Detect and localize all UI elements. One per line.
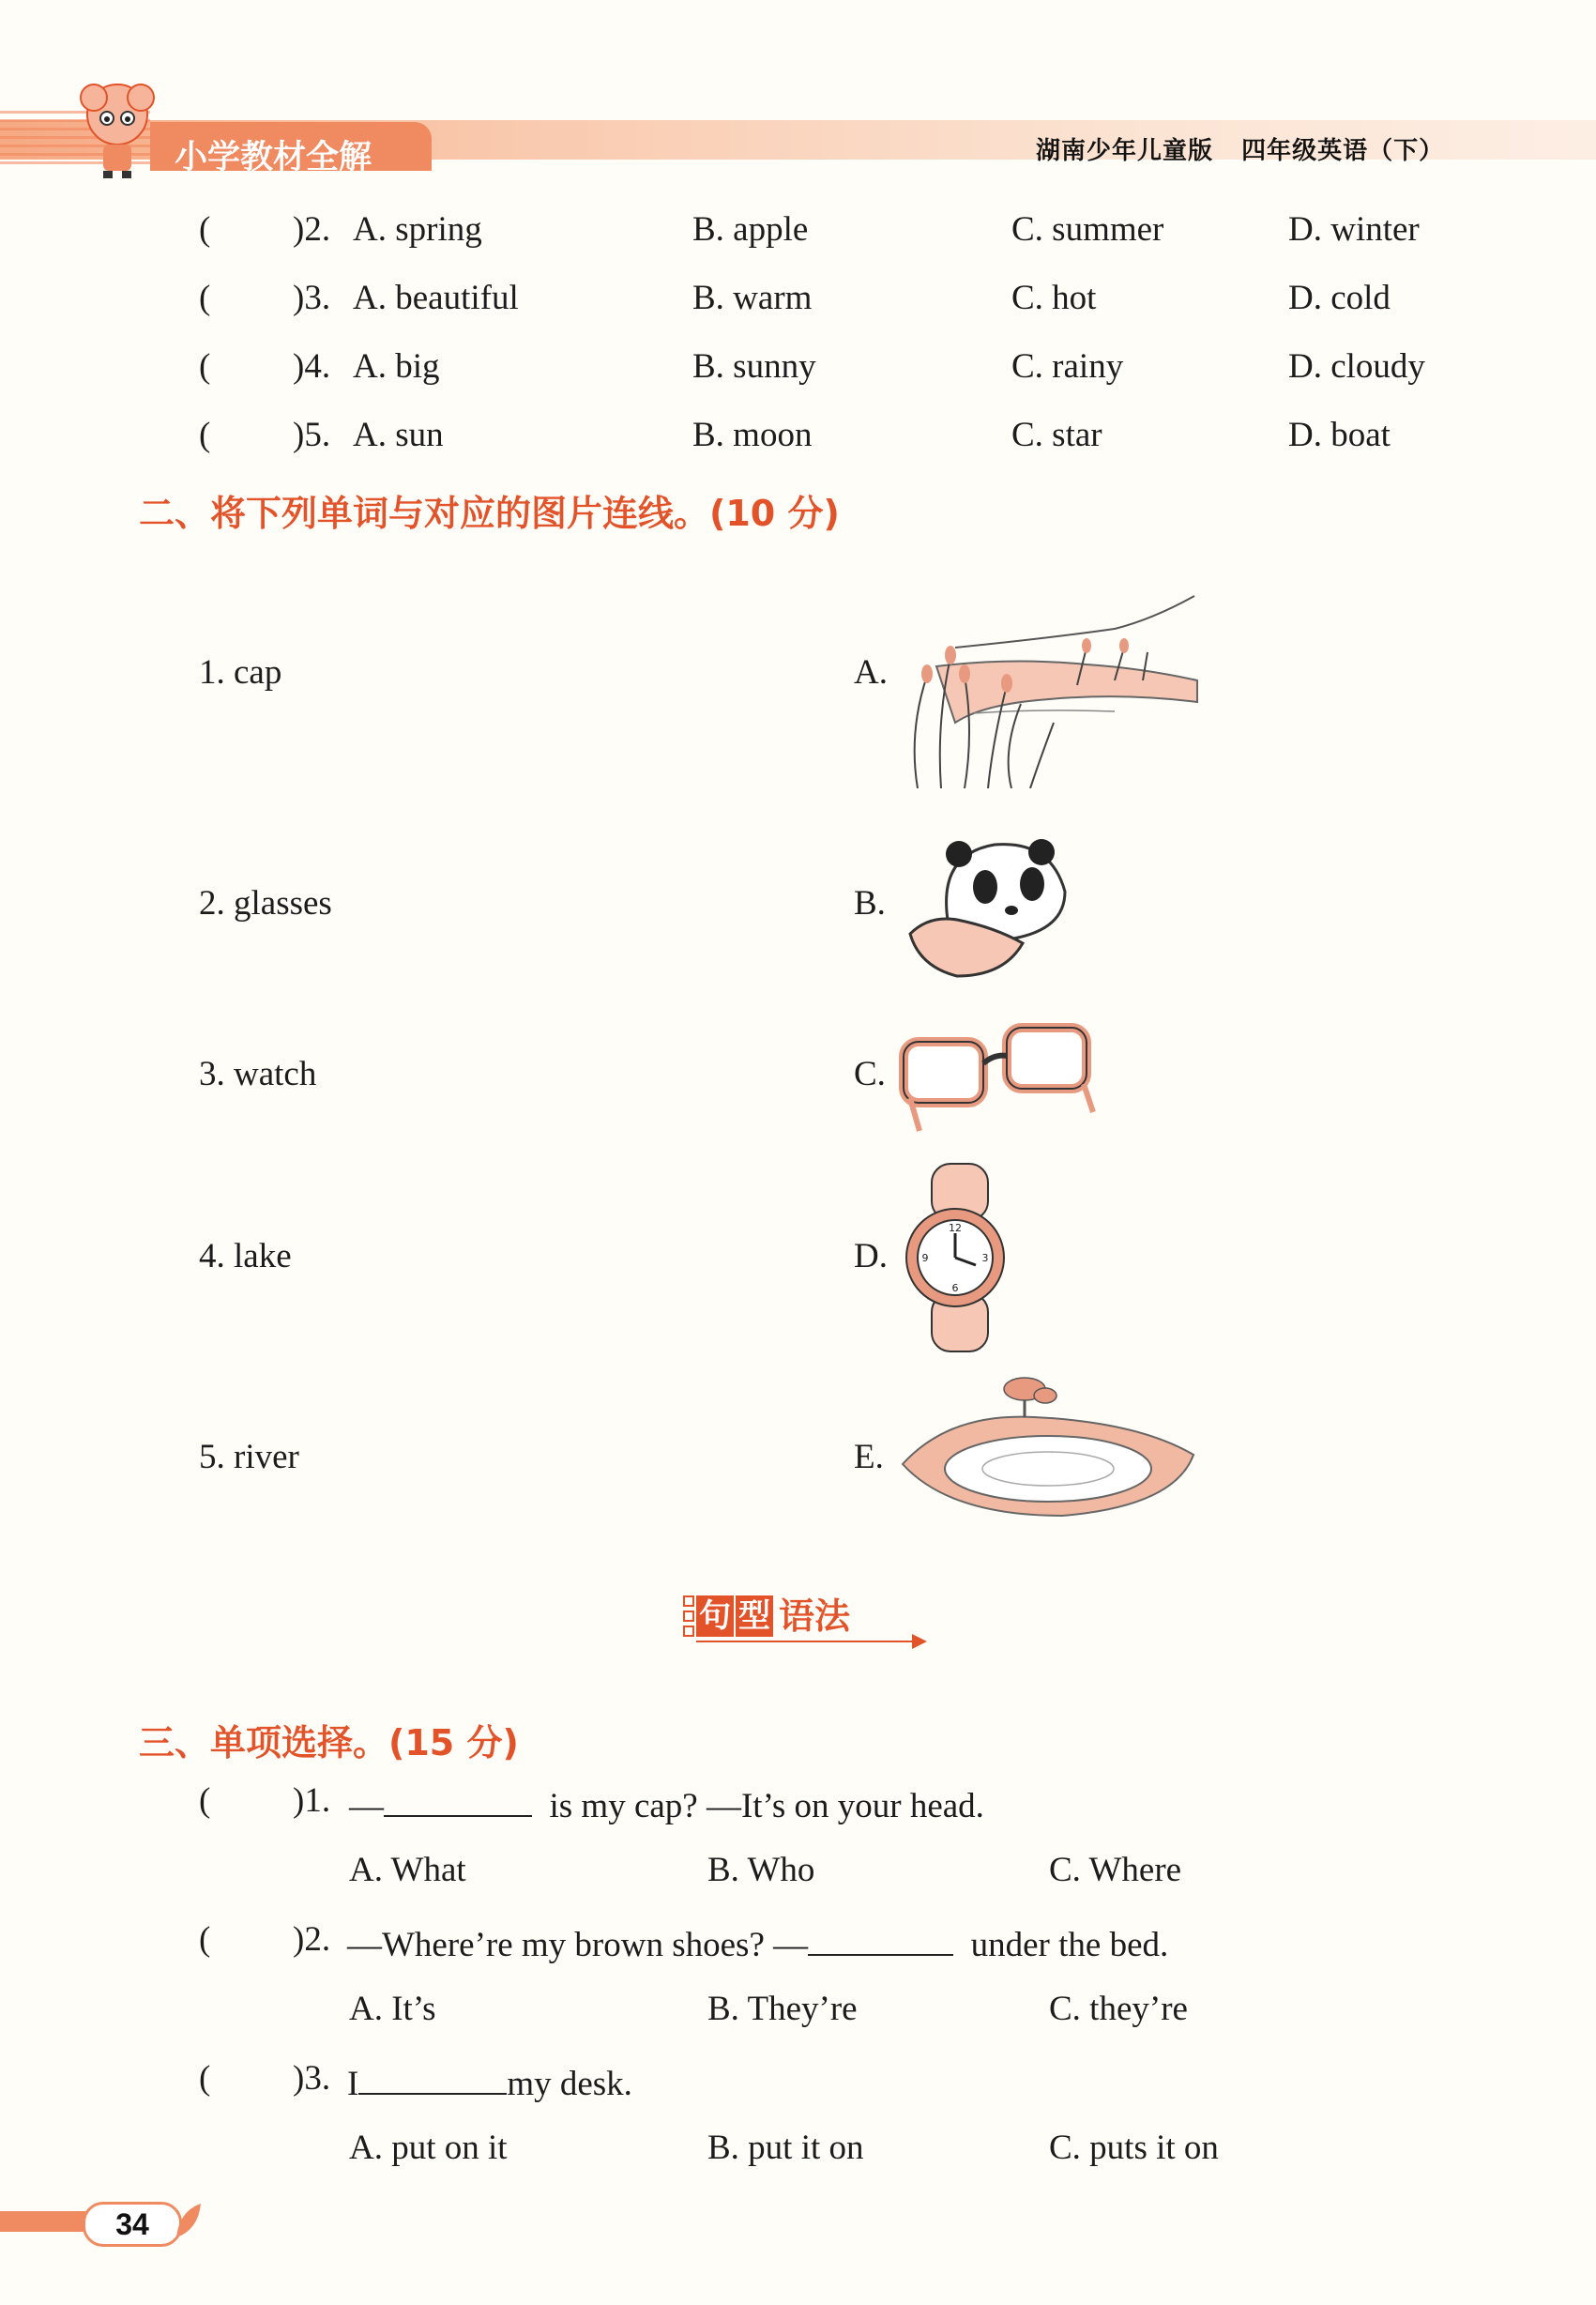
- badge-dots: [683, 1595, 692, 1641]
- badge-underline: [696, 1641, 921, 1642]
- book-title: 小学教材全解: [175, 139, 372, 176]
- option-d: D. winter: [1288, 210, 1420, 249]
- svg-text:12: 12: [949, 1222, 962, 1234]
- badge-char-1: 句: [696, 1595, 734, 1637]
- answer-paren[interactable]: (: [199, 416, 211, 454]
- question-number: )3.: [293, 279, 331, 317]
- badge-char-2: 型: [736, 1595, 773, 1637]
- question-number: )2.: [293, 1920, 331, 1959]
- footer-bar: [0, 2211, 94, 2232]
- option-c: C. summer: [1011, 210, 1164, 249]
- option-b: B. They’re: [707, 1990, 858, 2028]
- question-stem: I my desk.: [347, 2061, 632, 2101]
- option-d: D. cold: [1288, 279, 1391, 317]
- option-c: C. puts it on: [1049, 2129, 1219, 2167]
- option-c: C. they’re: [1049, 1990, 1188, 2028]
- grade-label: 四年级英语（下）: [1241, 137, 1445, 165]
- question-number: )5.: [293, 416, 331, 454]
- question-number: )1.: [293, 1781, 331, 1820]
- glasses-icon[interactable]: [896, 1009, 1098, 1136]
- word-item[interactable]: 2. glasses: [199, 884, 332, 923]
- option-a: A. It’s: [349, 1990, 436, 2028]
- answer-blank[interactable]: [358, 2061, 507, 2095]
- header-edition: [1036, 131, 1444, 166]
- answer-paren[interactable]: (: [199, 2059, 211, 2098]
- question-number: )4.: [293, 347, 331, 386]
- publisher: 湖南少年儿童版: [1036, 137, 1214, 165]
- option-b: B. sunny: [692, 347, 816, 386]
- option-b: B. Who: [707, 1851, 815, 1889]
- option-b: B. warm: [692, 279, 813, 317]
- option-a: A. spring: [353, 210, 482, 249]
- panda-cap-icon[interactable]: [901, 826, 1074, 981]
- question-number: )2.: [293, 210, 331, 249]
- option-c: C. Where: [1049, 1851, 1182, 1889]
- section-badge: [696, 1595, 850, 1642]
- section2-heading: 二、将下列单词与对应的图片连线。(10 分): [139, 493, 840, 534]
- option-d: D. boat: [1288, 416, 1391, 454]
- option-a: A. put on it: [349, 2129, 508, 2167]
- question-stem: — is my cap? —It’s on your head.: [349, 1783, 984, 1824]
- question-number: )3.: [293, 2059, 331, 2098]
- answer-blank[interactable]: [384, 1783, 532, 1817]
- section3-heading: 三、单项选择。(15 分): [139, 1722, 519, 1763]
- option-b: B. put it on: [707, 2129, 864, 2167]
- badge-text: 语法: [779, 1595, 851, 1637]
- question-stem: —Where’re my brown shoes? — under the bed.: [347, 1922, 1168, 1962]
- answer-paren[interactable]: (: [199, 210, 211, 249]
- badge-arrow-icon: [912, 1634, 927, 1649]
- svg-text:3: 3: [981, 1252, 989, 1264]
- option-b: B. moon: [692, 416, 813, 454]
- answer-paren[interactable]: (: [199, 1920, 211, 1959]
- option-b: B. apple: [692, 210, 809, 249]
- option-a: A. sun: [353, 416, 444, 454]
- answer-paren[interactable]: (: [199, 279, 211, 317]
- option-a: A. beautiful: [353, 279, 519, 317]
- page-number: 34: [83, 2202, 182, 2247]
- option-c: C. hot: [1011, 279, 1097, 317]
- svg-text:6: 6: [951, 1282, 959, 1294]
- option-a: A. What: [349, 1851, 466, 1889]
- option-c: C. star: [1011, 416, 1102, 454]
- river-reeds-icon[interactable]: [899, 591, 1199, 788]
- word-item[interactable]: 5. river: [199, 1438, 299, 1476]
- picture-letter: B.: [854, 884, 886, 923]
- option-a: A. big: [353, 347, 440, 386]
- picture-letter: C.: [854, 1055, 886, 1093]
- leaf-icon: [175, 2202, 203, 2239]
- answer-blank[interactable]: [808, 1922, 953, 1956]
- picture-letter: E.: [854, 1438, 884, 1476]
- answer-paren[interactable]: (: [199, 1781, 211, 1820]
- word-item[interactable]: 3. watch: [199, 1055, 317, 1093]
- answer-paren[interactable]: (: [199, 347, 211, 386]
- word-item[interactable]: 1. cap: [199, 653, 282, 692]
- picture-letter: D.: [854, 1237, 888, 1275]
- option-d: D. cloudy: [1288, 347, 1425, 386]
- lake-icon[interactable]: [893, 1375, 1198, 1530]
- svg-text:9: 9: [921, 1252, 929, 1264]
- word-item[interactable]: 4. lake: [199, 1237, 292, 1275]
- picture-letter: A.: [854, 653, 888, 692]
- option-c: C. rainy: [1011, 347, 1124, 386]
- watch-icon[interactable]: [899, 1162, 1011, 1354]
